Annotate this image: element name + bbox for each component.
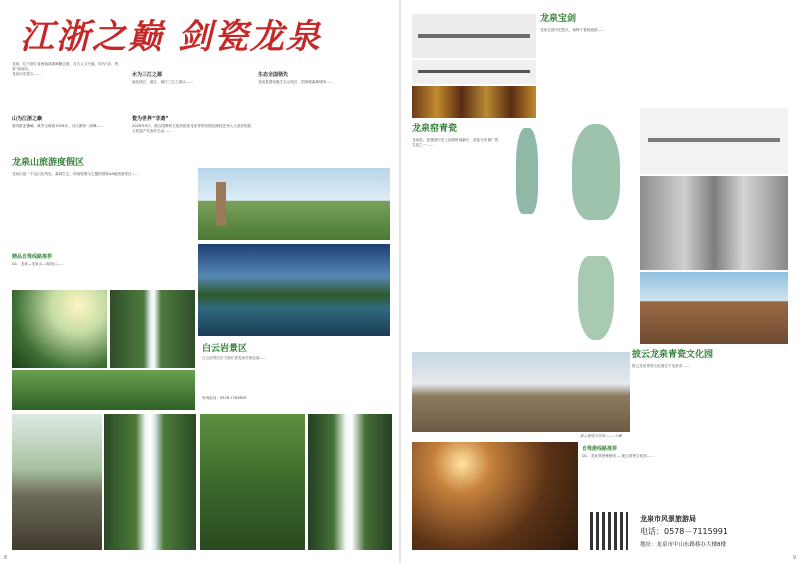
rivers-text: 地处钱江、瓯江、闽江三江之源头……	[132, 80, 194, 84]
sword-text: 龙泉宝剑历史悠久，始铸于春秋战国……	[540, 28, 605, 32]
celadon-vase-slender	[556, 246, 636, 346]
scenic-photo-pavilion	[200, 414, 305, 550]
intro-text: 龙泉，位于浙江省西南部浙闽赣边境，自古人文兴盛，因为“剑、瓷、茶”而闻名。 龙泉历史悠久……	[12, 62, 122, 77]
page-gutter	[399, 0, 401, 563]
celadon-text: 龙泉窑，是我国历史上烧制时间最长、窑址分布最广的名窑之一……	[412, 138, 499, 148]
scenic-photo-lake	[198, 244, 390, 336]
celadon-vase-small	[502, 120, 552, 220]
contact-address: 地址：龙泉市中山东路移办大楼8楼	[640, 542, 727, 548]
heritage-heading: 瓷为世界“非遗”	[132, 116, 169, 122]
scenic-photo-cascade	[308, 414, 392, 550]
celadon-heading: 龙泉窑青瓷	[412, 124, 458, 134]
masthead-title: 江浙之巅 剑瓷龙泉	[20, 17, 322, 57]
sword-display-photo	[640, 108, 788, 174]
scenic-photo-waterfall-tall	[104, 414, 196, 550]
route-text: D1：龙泉—龙泉山—凤阳山……	[12, 262, 64, 266]
section-text-longquan-mountain: 龙泉山是一个以山岳风光、森林生态、休闲度假为主题的国家4A级旅游景区……	[12, 172, 139, 176]
qr-code[interactable]	[590, 512, 628, 550]
sword-photo-2	[412, 60, 536, 84]
section-heading-baiyunyan: 白云岩景区	[202, 344, 248, 354]
scenic-photo-sunbeams	[12, 290, 107, 368]
kiln-village-photo	[412, 352, 630, 432]
scenic-photo-forest	[12, 370, 195, 410]
sword-hilt-photos	[412, 86, 536, 118]
vase-body-large	[572, 124, 620, 220]
sword-blade-2	[418, 70, 530, 73]
sword-closeup-photos	[640, 176, 788, 270]
culture-park-heading: 披云龙泉青瓷文化园	[632, 350, 714, 360]
culture-park-text: 披云龙泉青瓷文化园位于龙泉市……	[632, 364, 690, 368]
sword-blade	[418, 34, 530, 38]
eco-text: 龙泉是国家级生态示范区、国家级森林城市……	[258, 80, 334, 84]
mountain-text: 境内群峦叠嶂，黄茅尖海拔1929米，为江浙第一高峰……	[12, 124, 104, 128]
section-contact-baiyunyan: 咨询电话：0578-7763655	[202, 396, 247, 400]
section-heading-longquan-mountain: 龙泉山旅游度假区	[12, 158, 85, 168]
culture-park-photo	[640, 272, 788, 344]
organization-name: 龙泉市风景旅游局	[640, 515, 696, 523]
scenic-photo-old-house	[12, 414, 102, 550]
tour-route-heading: 自驾游线路推荐	[582, 446, 618, 452]
sword-display-blade	[648, 138, 780, 142]
photo-caption: 披云青瓷文化园 —— 金素	[580, 434, 622, 438]
scenic-photo-waterfall-small	[110, 290, 195, 368]
sword-heading: 龙泉宝剑	[540, 14, 577, 24]
lantern-hall-photo	[412, 442, 578, 550]
rivers-heading: 水为三江之源	[132, 72, 163, 78]
tour-route-text: D1：龙泉青瓷博物馆 — 披云青瓷文化园……	[582, 454, 655, 458]
vase-body-small	[516, 128, 538, 214]
stone-monument	[216, 182, 226, 226]
eco-heading: 生态全国领先	[258, 72, 289, 78]
sword-photo-1	[412, 14, 536, 58]
mountain-heading: 山为江浙之巅	[12, 116, 43, 122]
sword-text-cont	[640, 14, 790, 104]
celadon-text-cont	[412, 230, 552, 340]
section-text-baiyunyan: 白云岩景区位于浙江省龙泉市西北部……	[202, 356, 267, 360]
vase-body-slender	[578, 256, 614, 340]
page-number-right: 9	[792, 555, 796, 561]
celadon-vase-large	[556, 116, 636, 226]
route-heading: 精品自驾线路推荐	[12, 254, 53, 260]
scenic-photo-monument	[198, 168, 390, 240]
page-number-left: 8	[4, 555, 8, 561]
contact-phone: 电话：0578－7115991	[640, 527, 728, 536]
heritage-text: 2009年9月，联合国教科文组织批准龙泉青瓷传统烧制技艺列入人类非物质文化遗产代表作名录……	[132, 124, 252, 134]
